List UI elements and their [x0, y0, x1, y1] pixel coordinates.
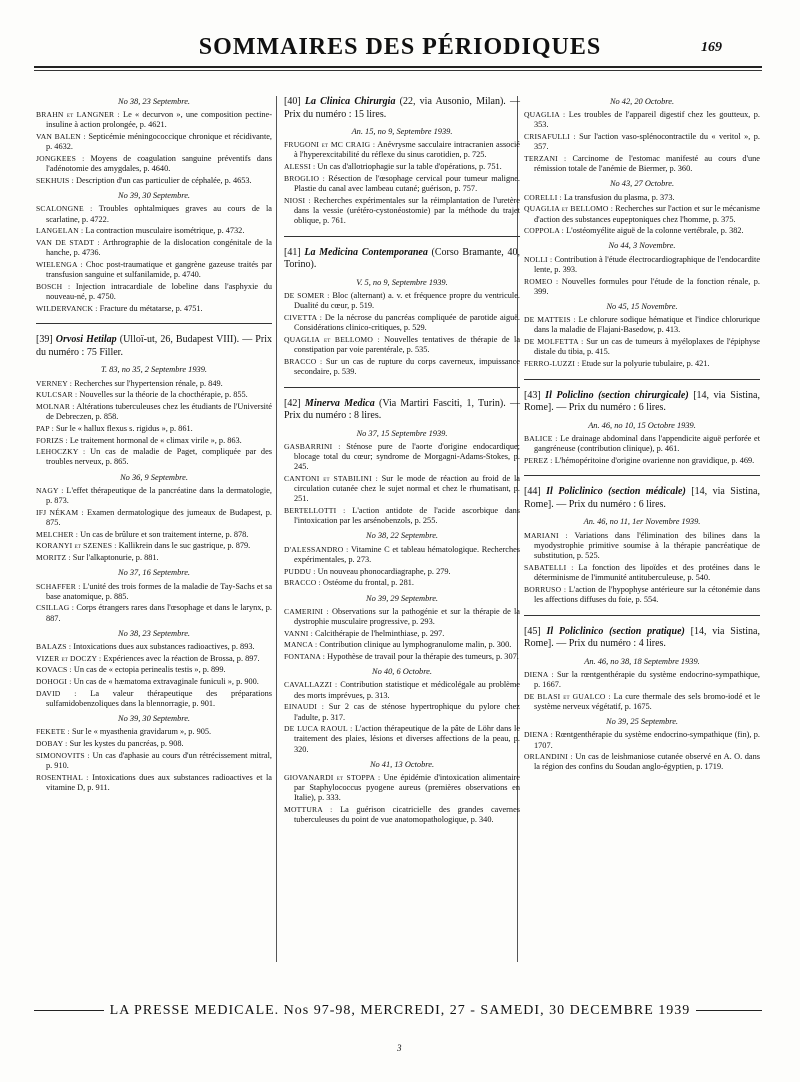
- article-entry: WILDERVANCK : Fracture du métatarse, p. 4751.: [36, 303, 203, 313]
- article-entry: DE MOLFETTA : Sur un cas de tumeurs à myéloplaxes de l'épiphyse distale du tibia, p. 415.: [524, 337, 760, 357]
- article-entry: KORANYI et SZENES : Kallikrein dans le suc gastrique, p. 879.: [36, 541, 251, 551]
- article-entry: TERZANI : Carcinome de l'estomac manifesté au cours d'une rémission totale de l'anémie de Biermer, p. 360.: [524, 154, 760, 174]
- article-entry: NIOSI : Recherches expérimentales sur la réimplantation de l'uretère dans la vessie (urétéro-cystonéostomie) par la méthode du trajet oblique, p. 761.: [284, 195, 520, 226]
- article-entry: DE BLASI et GUALCO : La cure thermale des sels bromo-iodé et le système nerveux végétatif, p. 1675.: [524, 691, 760, 711]
- article-entry: VAN BALEN : Septicémie méningococcique chronique et récidivante, p. 4632.: [36, 132, 273, 152]
- article-entry: LANGELAN : La contraction musculaire isométrique, p. 4732.: [36, 226, 245, 236]
- article-entry: FONTANA : Hypothèse de travail pour la thérapie des tumeurs, p. 307.: [284, 652, 519, 662]
- article-entry: NOLLI : Contribution à l'étude électrocardiographique de l'endocardite lente, p. 393.: [524, 254, 761, 274]
- article-entry: SABATELLI : La fonction des lipoïdes et des protéines dans le déterminisme de l'immunité antituberculeuse, p. 540.: [524, 562, 760, 582]
- journal-heading: [42] Minerva Medica (Via Martiri Fasciti, 1, Turin). — Prix du numéro : 8 lires.: [284, 397, 520, 422]
- article-entry: CIVETTA : De la nécrose du pancréas compliquée de parotide aiguë. Considérations clinico-critiques, p. 529.: [284, 312, 520, 333]
- issue-heading: No 42, 20 Octobre.: [609, 97, 675, 106]
- issue-heading: An. 46, no 10, 15 Octobre 1939.: [588, 420, 696, 430]
- article-entry: FORIZS : Le traitement hormonal de « climax virile », p. 863.: [36, 435, 242, 445]
- article-entry: MARIANI : Variations dans l'élimination des bilines dans la myodystrophie primitive soumise à la thérapie pancréatique de substitution, p. 525.: [524, 530, 760, 561]
- journal-heading: [41] La Medicina Contemporanea (Corso Bramante, 40, Torino).: [284, 246, 520, 271]
- article-entry: BRAHN et LANGNER : Le « decurvon », une composition pectine-insuline à action prolongée, p. 4621.: [36, 110, 273, 130]
- article-entry: ROSENTHAL : Intoxications dues aux substances radioactives et la vitamine D, p. 911.: [36, 772, 272, 792]
- issue-heading: No 39, 25 Septembre.: [605, 717, 679, 727]
- column-left: [36, 92, 272, 813]
- article-entry: IFJ NÉKAM : Examen dermatologique des jumeaux de Budapest, p. 875.: [36, 507, 272, 527]
- article-entry: VERNEY : Recherches sur l'hypertension rénale, p. 849.: [36, 378, 223, 388]
- article-entry: FRUGONI et MC CRAIG : Anévrysme sacculaire intracranien associé à l'hyperexcitabilité du réflexe du sinus carotidien, p. 725.: [284, 140, 520, 160]
- issue-heading: No 38, 22 Septembre.: [365, 531, 439, 541]
- issue-heading: No 36, 9 Septembre.: [120, 472, 188, 482]
- page-mark: 3: [397, 1043, 402, 1053]
- issue-heading: V. 5, no 9, Septembre 1939.: [356, 277, 448, 287]
- issue-heading: No 41, 13 Octobre.: [369, 759, 435, 769]
- article-entry: LEHOCZKY : Un cas de maladie de Paget, compliquée par des troubles nerveux, p. 865.: [36, 447, 272, 467]
- article-entry: BORRUSO : L'action de l'hypophyse antérieure sur la cétonémie dans les affections diffuses du foie, p. 554.: [524, 584, 760, 604]
- article-entry: DOHOGI : Un cas de « hæmatoma extravaginale funiculi », p. 900.: [36, 677, 259, 687]
- journal-heading: [39] Orvosi Hetilap (Ulloï-ut, 26, Budapest VIII). — Prix du numéro : 75 Filler.: [36, 334, 272, 358]
- article-entry: VANNI : Calcithérapie de l'helminthiase, p. 297.: [284, 628, 445, 638]
- article-entry: BALICE : Le drainage abdominal dans l'appendicite aiguë perforée et gangréneuse (contribution clinique), p. 461.: [524, 433, 760, 454]
- article-entry: BRACCO : Ostéome du frontal, p. 281.: [284, 578, 414, 588]
- article-entry: MOTTURA : La guérison cicatricielle des grandes cavernes tuberculeuses du point de vue anatomopathologique, p. 340.: [284, 805, 520, 825]
- article-entry: DE LUCA RAOUL : L'action thérapeutique de la pâte de Löhr dans le traitement des plaies, lésions et diverses affections de la peau, p. 320.: [284, 724, 520, 754]
- article-entry: BALAZS : Intoxications dues aux substances radioactives, p. 893.: [36, 642, 255, 652]
- article-entry: CAVALLAZZI : Contribution statistique et médicolégale au problème des morts imprévues, p. 313.: [284, 680, 520, 700]
- article-entry: QUAGLIA : Les troubles de l'appareil digestif chez les goutteux, p. 353.: [524, 110, 760, 130]
- footer: LA PRESSE MEDICALE. Nos 97-98, MERCREDI, 27 - SAMEDI, 30 DECEMBRE 1939: [0, 1003, 800, 1019]
- article-entry: KULCSAR : Nouvelles sur la théorie de la chocthérapie, p. 855.: [36, 390, 248, 400]
- article-entry: FERRO-LUZZI : Etude sur la polyurie tubulaire, p. 421.: [524, 358, 710, 368]
- article-entry: QUAGLIA et BELLOMO : Recherches sur l'action et sur le mécanisme d'action des substances eupeptoniques chez l'homme, p. 375.: [524, 204, 760, 224]
- column-right: [524, 92, 760, 792]
- article-entry: DIENA : Sur la rœntgenthérapie du système endocrino-sympathique, p. 1667.: [524, 669, 760, 690]
- article-entry: WIELENGA : Choc post-traumatique et gangrène gazeuse traités par transfusion sanguine et sulfanilamide, p. 4740.: [36, 259, 272, 280]
- article-entry: CRISAFULLI : Sur l'action vaso-splénocontractile du « veritol », p. 357.: [524, 132, 760, 152]
- article-entry: ORLANDINI : Un cas de leishmaniose cutanée observé en A. O. dans la région des confins du Soudan anglo-égyptien, p. 1719.: [524, 752, 760, 772]
- article-entry: KOVACS : Un cas de « ectopia perinealis testis », p. 899.: [36, 665, 226, 675]
- issue-heading: No 39, 30 Septembre.: [117, 191, 191, 201]
- article-entry: JONGKEES : Moyens de coagulation sanguine préventifs dans l'adénotomie des amygdales, p. 4640.: [36, 154, 272, 174]
- page-title: SOMMAIRES DES PÉRIODIQUES: [198, 34, 602, 60]
- column-divider: [276, 96, 277, 962]
- article-entry: DE SOMER : Bloc (alternant) a. v. et fréquence propre du ventricule. Dualité du cœur, p. 519.: [284, 291, 520, 311]
- issue-heading: No 45, 15 Novembre.: [606, 301, 678, 311]
- article-entry: PUDDU : Un nouveau phonocardiagraphe, p. 279.: [284, 566, 451, 576]
- article-entry: ROMEO : Nouvelles formules pour l'étude de la fonction rénale, p. 399.: [524, 276, 760, 296]
- article-entry: BERTELLOTTI : L'action antidote de l'acide ascorbique dans l'intoxication par les arsénobenzols, p. 255.: [284, 506, 521, 526]
- journal-heading: [45] Il Policlinico (section pratique) [14, via Sistina, Rome]. — Prix du numéro : 4 lires.: [524, 625, 760, 650]
- article-entry: VIZER et DOCZY : Expériences avec la réaction de Brossa, p. 897.: [36, 653, 260, 663]
- article-entry: FEKETE : Sur le « myasthenia gravidarum », p. 905.: [36, 727, 212, 737]
- issue-heading: No 37, 15 Septembre 1939.: [356, 428, 448, 438]
- article-entry: VAN DE STADT : Arthrographie de la dislocation congénitale de la hanche, p. 4736.: [36, 237, 272, 258]
- article-entry: PAP : Sur le « hallux flexus s. rigidus », p. 861.: [36, 423, 193, 433]
- article-entry: SIMONOVITS : Un cas d'aphasie au cours d'un rétrécissement mitral, p. 910.: [36, 750, 272, 771]
- header-rule: [34, 66, 762, 68]
- journal-heading: [44] Il Policlinico (section médicale) [14, via Sistina, Rome]. — Prix du numéro : 6 lires.: [524, 486, 760, 510]
- article-entry: BROGLIO : Résection de l'œsophage cervical pour tumeur maligne. Plastie du canal avec lambeau cutané; guérison, p. 757.: [284, 173, 520, 194]
- issue-heading: An. 46, no 38, 18 Septembre 1939.: [584, 656, 700, 666]
- article-entry: ALESSI : Un cas d'allotriophagie sur la table d'opérations, p. 751.: [284, 162, 502, 172]
- article-entry: MELCHER : Un cas de brûlure et son traitement interne, p. 878.: [36, 529, 249, 539]
- article-entry: BRACCO : Sur un cas de rupture du corps caverneux, impuissance secondaire, p. 539.: [284, 356, 520, 376]
- issue-heading: No 37, 16 Septembre.: [117, 568, 191, 578]
- article-entry: EINAUDI : Sur 2 cas de sténose hypertrophique du pylore chez l'adulte, p. 317.: [284, 702, 520, 722]
- issue-heading: No 39, 30 Septembre.: [117, 714, 191, 724]
- issue-heading: No 38, 23 Septembre.: [117, 97, 191, 106]
- article-entry: DOBAY : Sur les kystes du pancréas, p. 908.: [36, 739, 184, 749]
- article-entry: GASBARRINI : Sténose pure de l'aorte d'origine endocardique; blocage total du cœur; syndrome de Morgagni-Adams-Stokes, p. 245.: [284, 441, 520, 472]
- article-entry: DAVID : La valeur thérapeutique des préparations sulfamidobenzoliques dans la blennorragie, p. 901.: [36, 688, 272, 709]
- issue-heading: No 40, 6 Octobre.: [372, 667, 432, 677]
- issue-heading: No 44, 3 Novembre.: [608, 241, 676, 251]
- article-entry: BOSCH : Injection intracardiale de lobeline dans l'asphyxie du nouveau-né, p. 4750.: [36, 281, 272, 301]
- article-entry: DE MATTEIS : Le chlorure sodique hématique et l'indice chlorurique dans la maladie de Flajani-Basedow, p. 413.: [524, 315, 760, 335]
- article-entry: NAGY : L'effet thérapeutique de la pancréatine dans la dermatologie, p. 873.: [36, 485, 272, 506]
- column-middle: [284, 92, 520, 845]
- article-entry: MANCA : Contribution clinique au lymphogranulome malin, p. 300.: [284, 640, 512, 650]
- journal-heading: [43] Il Policlino (section chirurgicale) [14, via Sistina, Rome]. — Prix du numéro : 6 lires.: [524, 389, 760, 414]
- journal-heading: [40] La Clinica Chirurgia (22, via Ausonio, Milan). — Prix du numéro : 15 lires.: [284, 96, 520, 120]
- article-entry: COPPOLA : L'ostéomyélite aiguë de la colonne vertébrale, p. 382.: [524, 226, 744, 236]
- article-entry: D'ALESSANDRO : Vitamine C et tableau hématologique. Recherches expérimentales, p. 273.: [284, 544, 521, 564]
- article-entry: CAMERINI : Observations sur la pathogénie et sur la thérapie de la dystrophie musculaire progressive, p. 293.: [284, 606, 520, 626]
- article-entry: CORELLI : La transfusion du plasma, p. 373.: [524, 192, 675, 202]
- article-entry: SCALONGNE : Troubles ophtalmiques graves au cours de la scarlatine, p. 4722.: [36, 204, 272, 224]
- article-entry: CANTONI et STABILINI : Sur le mode de réaction au froid de la circulation cutanée chez le sujet normal et chez le rhumatisant, p. 251.: [284, 473, 520, 504]
- article-entry: GIOVANARDI et STOPPA : Une épidémie d'intoxication alimentaire par Staphylococcus pyogene aureus (premières observations en Italie), p. 333.: [284, 773, 520, 803]
- issue-heading: No 38, 23 Septembre.: [117, 628, 191, 638]
- article-entry: CSILLAG : Corps étrangers rares dans l'œsophage et dans le larynx, p. 887.: [36, 603, 273, 623]
- article-entry: MOLNAR : Altérations tuberculeuses chez les étudiants de l'Université de Debreczen, p. 858.: [36, 401, 272, 422]
- article-entry: SEKHUIS : Description d'un cas particulier de céphalée, p. 4653.: [36, 175, 252, 185]
- issue-heading: T. 83, no 35, 2 Septembre 1939.: [100, 365, 208, 375]
- page-number: 169: [701, 40, 722, 55]
- article-entry: QUAGLIA et BELLOMO : Nouvelles tentatives de thérapie de la constipation par voie parentérale, p. 535.: [284, 334, 520, 355]
- article-entry: PEREZ : L'hémopéritoine d'origine ovarienne non gravidique, p. 469.: [524, 455, 755, 465]
- issue-heading: An. 15, no 9, Septembre 1939.: [351, 127, 453, 136]
- article-entry: DIENA : Rœntgenthérapie du système endocrino-sympathique (fin), p. 1707.: [524, 730, 760, 750]
- header-rule-thin: [34, 70, 762, 71]
- issue-heading: An. 46, no 11, 1er Novembre 1939.: [583, 517, 701, 527]
- issue-heading: No 43, 27 Octobre.: [609, 179, 675, 189]
- article-entry: SCHAFFER : L'unité des trois formes de la maladie de Tay-Sachs et sa base anatomique, p. 885.: [36, 581, 272, 601]
- article-entry: MORITZ : Sur l'alkaptonurie, p. 881.: [36, 553, 159, 563]
- issue-heading: No 39, 29 Septembre.: [365, 593, 439, 603]
